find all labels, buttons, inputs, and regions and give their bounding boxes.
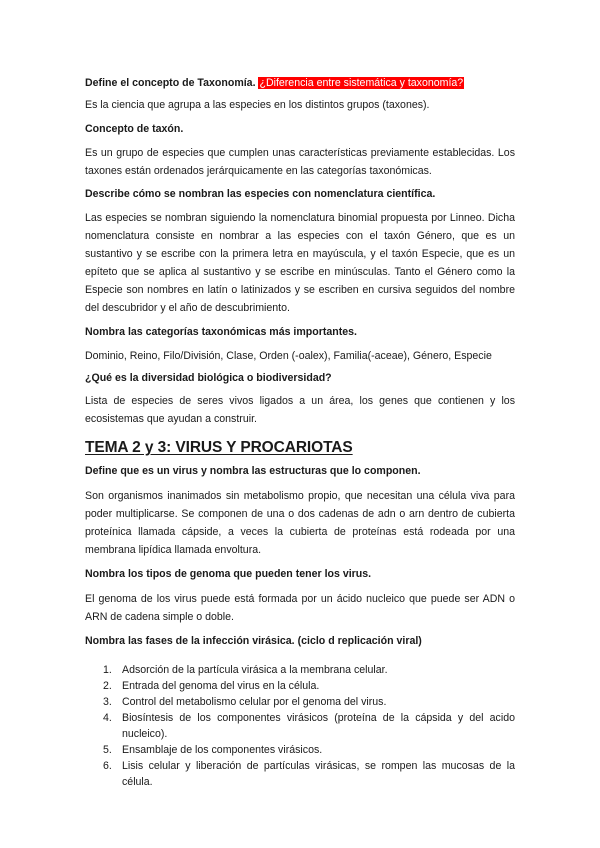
list-text: Ensamblaje de los componentes virásicos. xyxy=(122,744,323,756)
question-nomenclature: Describe cómo se nombran las especies con nomenclatura científica. xyxy=(85,188,436,200)
list-text: Lisis celular y liberación de partículas virásicas, se rompen las mucosas de la célula. xyxy=(122,760,515,788)
question-categories: Nombra las categorías taxonómicas más importantes. xyxy=(85,326,358,338)
list-text: Control del metabolismo celular por el genoma del virus. xyxy=(122,696,387,708)
answer-virus: Son organismos inanimados sin metabolismo propio, que necesitan una célula viva para poder multiplicarse. Se componen de una o dos cadenas de adn o arn dentro de cubierta proteínica llamada cápside, a veces la cubierta de proteínas está rodeada por una membrana lipídica llamada envoltura. xyxy=(85,490,515,556)
phases-list xyxy=(85,662,515,790)
list-item xyxy=(85,662,515,678)
document-page xyxy=(85,72,515,790)
list-text: Entrada del genoma del virus en la célula. xyxy=(122,680,320,692)
highlighted-note: ¿Diferencia entre sistemática y taxonomía? xyxy=(259,77,464,89)
list-text: Adsorción de la partícula virásica a la membrana celular. xyxy=(122,664,388,676)
answer-nomenclature: Las especies se nombran siguiendo la nomenclatura binomial propuesta por Linneo. Dicha nomenclatura consiste en nombrar a las especies con el taxón Género, que es un sustantivo y se escribe con la primera letra en mayúscula, y el taxón Especie, que es un epíteto que se aplica al sustantivo y se escribe en minúsculas. Tanto el Género como la Especie son nombres en latín o latinizados y se escriben en cursiva seguidos del nombre del descubridor y el año de descubrimiento. xyxy=(85,212,515,314)
list-number: 3. xyxy=(103,696,112,708)
question-taxonomy xyxy=(85,76,515,90)
section-title: TEMA 2 y 3: VIRUS Y PROCARIOTAS xyxy=(85,439,353,456)
list-number: 1. xyxy=(103,664,112,676)
answer-taxon: Es un grupo de especies que cumplen unas características previamente establecidas. Los taxones están ordenados jerárquicamente en las categorías taxonómicas. xyxy=(85,147,515,177)
answer-genome: El genoma de los virus puede está formada por un ácido nucleico que puede ser ADN o ARN de cadena simple o doble. xyxy=(85,593,515,623)
question-extra: (ciclo d replicación viral) xyxy=(297,635,422,647)
question-text: Nombra las fases de la infección virásica. xyxy=(85,635,295,647)
list-item xyxy=(85,694,515,710)
question-virus: Define que es un virus y nombra las estructuras que lo componen. xyxy=(85,465,421,477)
question-text: Define el concepto de Taxonomía. xyxy=(85,77,256,89)
answer-categories: Dominio, Reino, Filo/División, Clase, Orden (-oalex), Familia(-aceae), Género, Especie xyxy=(85,350,492,362)
list-number: 4. xyxy=(103,712,112,724)
answer-biodiversity: Lista de especies de seres vivos ligados a un área, los genes que contienen y los ecosistemas que ayudan a construir. xyxy=(85,395,515,425)
list-item xyxy=(85,742,515,758)
list-number: 6. xyxy=(103,760,112,772)
list-text: Biosíntesis de los componentes virásicos (proteína de la cápsida y del acido nucleico). xyxy=(122,712,515,740)
list-number: 2. xyxy=(103,680,112,692)
list-item xyxy=(85,678,515,694)
question-taxon: Concepto de taxón. xyxy=(85,123,184,135)
question-biodiversity: ¿Qué es la diversidad biológica o biodiversidad? xyxy=(85,372,332,384)
list-item xyxy=(85,758,515,790)
question-phases xyxy=(85,634,515,648)
answer-taxonomy: Es la ciencia que agrupa a las especies en los distintos grupos (taxones). xyxy=(85,99,430,111)
question-genome: Nombra los tipos de genoma que pueden tener los virus. xyxy=(85,568,372,580)
list-number: 5. xyxy=(103,744,112,756)
list-item xyxy=(85,710,515,742)
